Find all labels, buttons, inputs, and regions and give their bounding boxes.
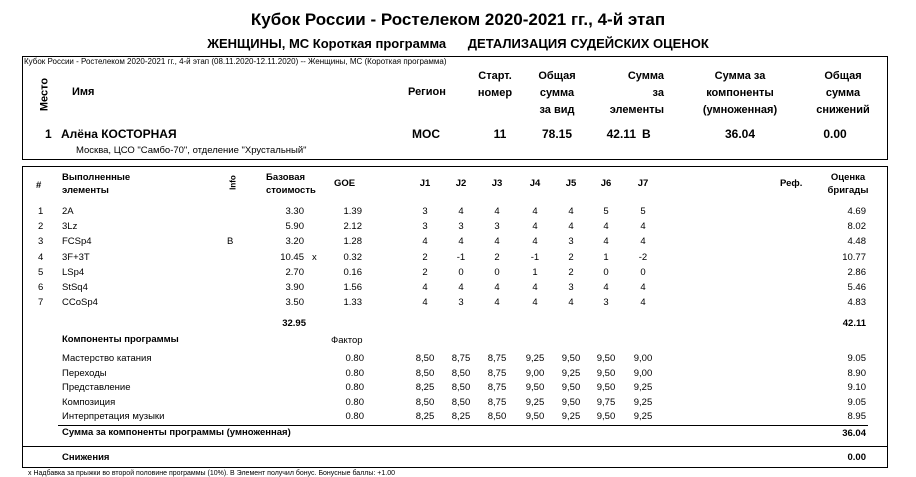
element-judge-score: 1 <box>603 251 609 263</box>
judge-header-7: J7 <box>637 178 649 189</box>
element-judge-score: 3 <box>422 206 428 217</box>
component-judge-score: 9,25 <box>633 396 653 408</box>
skater-elements-flag: B <box>642 127 651 141</box>
element-bonus-marker: x <box>312 251 317 263</box>
component-judge-score: 9,50 <box>525 382 545 394</box>
place-header: Место <box>38 77 51 112</box>
element-judge-score: 3 <box>603 297 609 309</box>
element-judge-score: 4 <box>494 236 500 248</box>
element-judge-score: 4 <box>494 282 500 293</box>
subtitle-category: ЖЕНЩИНЫ, МС Короткая программа <box>207 36 447 51</box>
component-name: Интерпретация музыки <box>62 411 165 423</box>
component-score: 9.10 <box>847 382 866 394</box>
base-value-total: 32.95 <box>282 318 306 329</box>
element-judge-score: 0 <box>458 266 464 278</box>
judge-header-6: J6 <box>600 178 612 189</box>
footnote: x Надбавка за прыжки во второй половине программы (10%). В Элемент получил бонус. Бонусные баллы: +1.00 <box>28 470 396 477</box>
component-judge-score: 9,25 <box>633 411 653 423</box>
component-judge-score: 9,00 <box>633 367 653 379</box>
component-factor: 0.80 <box>345 411 364 423</box>
component-judge-score: 8,75 <box>487 382 507 394</box>
component-judge-score: 8,50 <box>487 411 507 423</box>
skater-start-number: 11 <box>493 127 507 141</box>
element-goe: 0.32 <box>343 251 362 263</box>
component-judge-score: 8,50 <box>451 396 471 408</box>
element-info: B <box>227 236 234 248</box>
component-name: Представление <box>62 382 131 394</box>
component-judge-score: 9,00 <box>525 367 545 379</box>
element-judge-score: 0 <box>640 266 646 278</box>
component-judge-score: 8,50 <box>415 353 435 364</box>
region-header: Регион <box>408 86 446 98</box>
component-judge-score: 8,25 <box>415 382 435 394</box>
component-judge-score: 8,50 <box>415 396 435 408</box>
component-name: Мастерство катания <box>62 353 152 364</box>
component-judge-score: 9,25 <box>561 367 581 379</box>
component-score: 9.05 <box>847 396 866 408</box>
component-judge-score: 8,75 <box>487 396 507 408</box>
event-line: Кубок России - Ростелеком 2020-2021 гг., 4-й этап (08.11.2020-12.11.2020) -- Женщины, МС (Короткая программа) <box>24 57 447 66</box>
element-judge-score: 4 <box>568 297 574 309</box>
element-judge-score: 4 <box>532 221 538 233</box>
element-judge-score: 3 <box>458 297 464 309</box>
element-judge-score: 4 <box>532 297 538 309</box>
component-judge-score: 9,25 <box>561 411 581 423</box>
element-panel-score: 4.48 <box>847 236 866 248</box>
element-judge-score: 2 <box>568 266 574 278</box>
component-judge-score: 9,50 <box>525 411 545 423</box>
component-judge-score: 9,50 <box>561 396 581 408</box>
element-judge-score: 3 <box>568 236 574 248</box>
judge-header-2: J2 <box>455 178 467 189</box>
component-judge-score: 8,50 <box>451 382 471 394</box>
component-judge-score: 8,25 <box>451 411 471 423</box>
element-number: 3 <box>38 236 44 248</box>
goe-header: GOE <box>334 178 356 189</box>
factor-header: Фактор <box>331 335 363 346</box>
element-base-value: 5.90 <box>285 221 304 233</box>
element-number: 5 <box>38 266 44 278</box>
component-judge-score: 9,50 <box>596 353 616 364</box>
skater-components-score: 36.04 <box>724 127 756 141</box>
subtitle-report: ДЕТАЛИЗАЦИЯ СУДЕЙСКИХ ОЦЕНОК <box>467 36 709 51</box>
component-factor: 0.80 <box>345 396 364 408</box>
element-judge-score: 2 <box>422 251 428 263</box>
element-judge-score: -1 <box>530 251 540 263</box>
element-judge-score: 4 <box>458 206 464 217</box>
component-factor: 0.80 <box>345 353 364 364</box>
component-factor: 0.80 <box>345 367 364 379</box>
element-judge-score: 4 <box>568 206 574 217</box>
component-name: Переходы <box>62 367 107 379</box>
element-judge-score: 4 <box>603 221 609 233</box>
element-judge-score: 3 <box>568 282 574 293</box>
element-panel-score: 10.77 <box>842 251 866 263</box>
element-judge-score: 3 <box>458 221 464 233</box>
element-judge-score: 2 <box>422 266 428 278</box>
element-number: 7 <box>38 297 44 309</box>
skater-name: Алёна КОСТОРНАЯ <box>61 127 177 141</box>
element-name: 3F+3T <box>62 251 90 263</box>
component-judge-score: 9,25 <box>633 382 653 394</box>
element-panel-score: 5.46 <box>847 282 866 293</box>
component-score: 8.90 <box>847 367 866 379</box>
element-panel-score: 8.02 <box>847 221 866 233</box>
component-judge-score: 8,25 <box>415 411 435 423</box>
element-judge-score: 4 <box>494 206 500 217</box>
total-score-header: Общая сумма за вид <box>538 70 576 116</box>
component-factor: 0.80 <box>345 382 364 394</box>
element-judge-score: 2 <box>494 251 500 263</box>
start-number-header: Старт. номер <box>477 70 513 99</box>
element-judge-score: 4 <box>532 206 538 217</box>
element-goe: 1.56 <box>343 282 362 293</box>
element-name: LSp4 <box>62 266 85 278</box>
deductions-line <box>22 446 888 447</box>
skater-region: МОС <box>412 127 440 141</box>
element-judge-score: 4 <box>640 236 646 248</box>
components-total: 36.04 <box>842 428 866 439</box>
skater-total-score: 78.15 <box>541 127 573 141</box>
referee-header: Реф. <box>780 178 803 189</box>
components-total-line <box>58 425 868 426</box>
component-judge-score: 8,75 <box>487 367 507 379</box>
element-judge-score: 4 <box>494 297 500 309</box>
element-judge-score: 4 <box>568 221 574 233</box>
name-header: Имя <box>72 86 95 98</box>
component-judge-score: 9,50 <box>596 382 616 394</box>
element-goe: 2.12 <box>343 221 362 233</box>
element-judge-score: 5 <box>603 206 609 217</box>
element-judge-score: 4 <box>458 282 464 293</box>
element-number: 1 <box>38 206 44 217</box>
element-base-value: 10.45 <box>280 251 304 263</box>
component-judge-score: 9,25 <box>525 353 545 364</box>
deductions-label: Снижения <box>62 452 110 463</box>
components-score-header: Сумма за компоненты (умноженная) <box>702 70 778 116</box>
element-goe: 1.33 <box>343 297 362 309</box>
element-judge-score: 1 <box>532 266 538 278</box>
component-judge-score: 8,75 <box>451 353 471 364</box>
element-judge-score: 4 <box>640 221 646 233</box>
component-judge-score: 9,50 <box>596 367 616 379</box>
component-score: 9.05 <box>847 353 866 364</box>
component-judge-score: 9,50 <box>561 353 581 364</box>
judge-header-3: J3 <box>491 178 503 189</box>
component-judge-score: 9,25 <box>525 396 545 408</box>
component-judge-score: 9,50 <box>596 411 616 423</box>
element-panel-score: 4.69 <box>847 206 866 217</box>
element-judge-score: 4 <box>603 236 609 248</box>
element-judge-score: 4 <box>422 236 428 248</box>
components-title: Компоненты программы <box>62 334 179 345</box>
element-judge-score: 3 <box>494 221 500 233</box>
element-base-value: 3.90 <box>285 282 304 293</box>
element-goe: 0.16 <box>343 266 362 278</box>
element-judge-score: 5 <box>640 206 646 217</box>
element-goe: 1.28 <box>343 236 362 248</box>
judge-header-4: J4 <box>529 178 541 189</box>
element-judge-score: 3 <box>422 221 428 233</box>
panel-score-header: Оценка бригады <box>827 172 869 196</box>
element-judge-score: 4 <box>422 282 428 293</box>
element-judge-score: 0 <box>603 266 609 278</box>
element-judge-score: 4 <box>458 236 464 248</box>
element-number: 4 <box>38 251 44 263</box>
element-panel-score: 2.86 <box>847 266 866 278</box>
page-title: Кубок России - Ростелеком 2020-2021 гг., 4-й этап <box>250 10 666 29</box>
component-name: Композиция <box>62 396 116 408</box>
judge-header-5: J5 <box>565 178 577 189</box>
skater-deductions: 0.00 <box>823 127 847 141</box>
element-judge-score: -1 <box>456 251 466 263</box>
executed-elements-header: Выполненные элементы <box>62 172 131 196</box>
component-judge-score: 8,50 <box>415 367 435 379</box>
deductions-total: 0.00 <box>847 452 866 463</box>
skater-elements-score: 42.11 <box>606 127 636 141</box>
component-judge-score: 9,00 <box>633 353 653 364</box>
elements-score-header: Сумма за элементы <box>609 70 664 116</box>
element-base-value: 2.70 <box>285 266 304 278</box>
base-value-header: Базовая стоимость <box>266 172 316 196</box>
element-name: 2A <box>62 206 74 217</box>
element-name: FCSp4 <box>62 236 92 248</box>
judge-header-1: J1 <box>419 178 431 189</box>
component-judge-score: 9,50 <box>561 382 581 394</box>
component-judge-score: 8,50 <box>451 367 471 379</box>
element-number-header: # <box>36 180 42 191</box>
component-judge-score: 8,75 <box>487 353 507 364</box>
element-number: 6 <box>38 282 44 293</box>
skater-club: Москва, ЦСО "Самбо-70", отделение "Хрустальный" <box>76 145 307 156</box>
component-score: 8.95 <box>847 411 866 423</box>
elements-total: 42.11 <box>842 318 866 329</box>
components-total-label: Сумма за компоненты программы (умноженная) <box>62 427 291 438</box>
element-name: 3Lz <box>62 221 78 233</box>
element-judge-score: 4 <box>640 282 646 293</box>
element-judge-score: -2 <box>638 251 648 263</box>
element-number: 2 <box>38 221 44 233</box>
element-judge-score: 0 <box>494 266 500 278</box>
skater-place: 1 <box>45 127 52 141</box>
element-judge-score: 4 <box>532 282 538 293</box>
element-panel-score: 4.83 <box>847 297 866 309</box>
element-judge-score: 4 <box>422 297 428 309</box>
element-base-value: 3.20 <box>285 236 304 248</box>
element-base-value: 3.50 <box>285 297 304 309</box>
element-name: CCoSp4 <box>62 297 98 309</box>
deductions-header: Общая сумма снижений <box>816 70 870 116</box>
element-base-value: 3.30 <box>285 206 304 217</box>
page-subtitle <box>0 36 916 51</box>
component-judge-score: 9,75 <box>596 396 616 408</box>
element-judge-score: 4 <box>640 297 646 309</box>
info-header: Info <box>228 175 238 190</box>
element-judge-score: 4 <box>603 282 609 293</box>
element-judge-score: 4 <box>532 236 538 248</box>
element-judge-score: 2 <box>568 251 574 263</box>
element-goe: 1.39 <box>343 206 362 217</box>
element-name: StSq4 <box>62 282 88 293</box>
